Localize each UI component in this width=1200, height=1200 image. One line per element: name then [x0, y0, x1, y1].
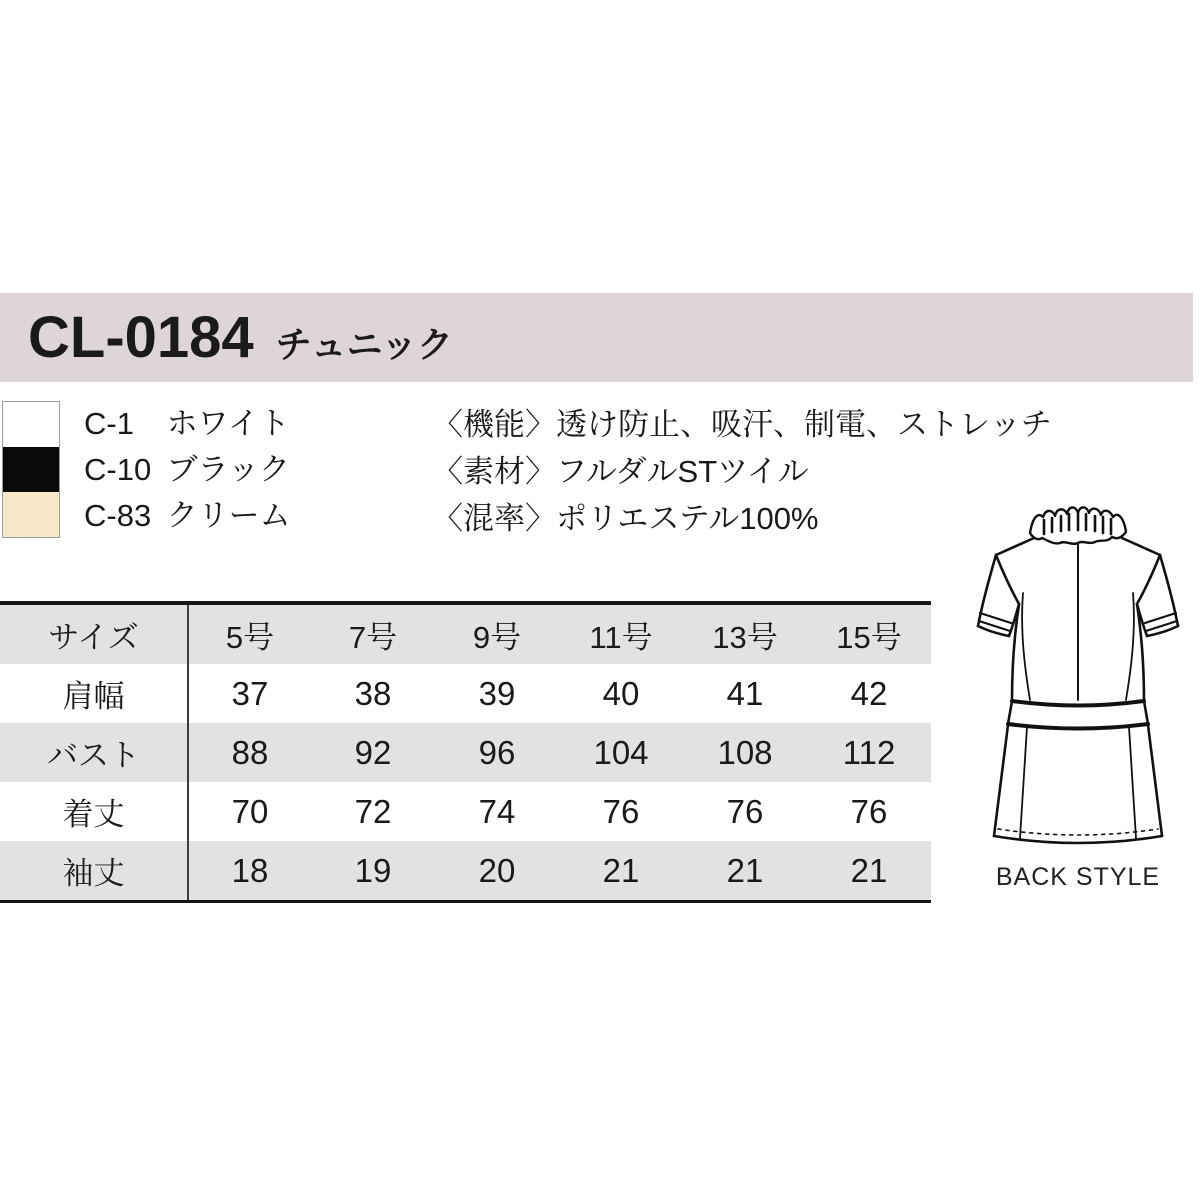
color-label-cream [84, 493, 291, 539]
row-label: バスト [47, 738, 140, 773]
product-code: CL-0184 [28, 305, 254, 370]
size-value: 108 [717, 733, 773, 771]
size-value: 40 [602, 674, 640, 712]
spec-label: 〈混率〉 [432, 501, 556, 536]
spec-label: 〈素材〉 [432, 454, 556, 489]
color-name: ブラック [166, 452, 291, 487]
hem-stitch-line [998, 829, 1158, 835]
size-value: 70 [187, 782, 311, 841]
color-name: ホワイト [166, 406, 290, 441]
size-value: 104 [593, 733, 649, 771]
spec-value: フルダルSTツイル [556, 454, 809, 489]
table-row-shoulder [0, 664, 931, 723]
size-table-header-row [0, 605, 931, 664]
swatch-cream [3, 492, 59, 537]
col-header-13: 13号 [712, 620, 778, 655]
garment-illustration [952, 487, 1200, 892]
table-row-sleeve [0, 841, 931, 900]
row-label: 袖丈 [62, 856, 125, 891]
product-name: チュニック [275, 324, 454, 365]
col-header-size: サイズ [48, 620, 139, 655]
color-label-list [84, 401, 291, 539]
size-value: 76 [602, 792, 640, 830]
color-code: C-83 [84, 498, 152, 533]
size-value: 19 [354, 851, 392, 889]
size-value: 21 [602, 851, 640, 889]
skirt-outline [994, 725, 1162, 843]
size-value: 41 [726, 674, 764, 712]
col-header-15: 15号 [836, 620, 902, 655]
size-value: 37 [187, 664, 311, 723]
size-value: 38 [354, 674, 392, 712]
row-label: 肩幅 [62, 679, 125, 714]
swatch-black [3, 447, 59, 492]
size-table [0, 601, 931, 903]
col-header-9: 9号 [472, 620, 522, 655]
color-name: クリーム [166, 498, 291, 533]
size-value: 96 [478, 733, 516, 771]
size-value: 88 [187, 723, 311, 782]
size-value: 74 [478, 792, 516, 830]
col-header-11: 11号 [589, 620, 653, 655]
illustration-caption: BACK STYLE [995, 863, 1161, 891]
size-value: 76 [850, 792, 888, 830]
spec-function [432, 401, 1052, 448]
swatch-white [3, 402, 59, 447]
col-header-5: 5号 [187, 605, 311, 664]
table-row-length [0, 782, 931, 841]
size-value: 76 [726, 792, 764, 830]
color-code: C-1 [84, 406, 134, 441]
size-value: 112 [842, 733, 896, 771]
color-label-black [84, 447, 291, 493]
row-label: 着丈 [62, 797, 125, 832]
title-band [0, 293, 1193, 382]
col-header-7: 7号 [348, 620, 398, 655]
skirt-seams [1020, 727, 1136, 838]
size-value: 21 [850, 851, 888, 889]
size-value: 39 [478, 674, 516, 712]
table-row-bust [0, 723, 931, 782]
spec-value: 透け防止、吸汗、制電、ストレッチ [556, 407, 1052, 442]
size-value: 42 [850, 674, 888, 712]
size-value: 21 [726, 851, 764, 889]
spec-value: ポリエステル100% [556, 501, 819, 536]
size-value: 92 [354, 733, 392, 771]
size-value: 72 [354, 792, 392, 830]
size-value: 18 [187, 841, 311, 900]
tunic-back-drawing [952, 487, 1200, 859]
size-value: 20 [478, 851, 516, 889]
waistband [1008, 701, 1148, 729]
color-code: C-10 [84, 452, 152, 487]
spec-label: 〈機能〉 [432, 407, 556, 442]
color-label-white [84, 401, 291, 447]
color-swatch-column [2, 401, 60, 538]
